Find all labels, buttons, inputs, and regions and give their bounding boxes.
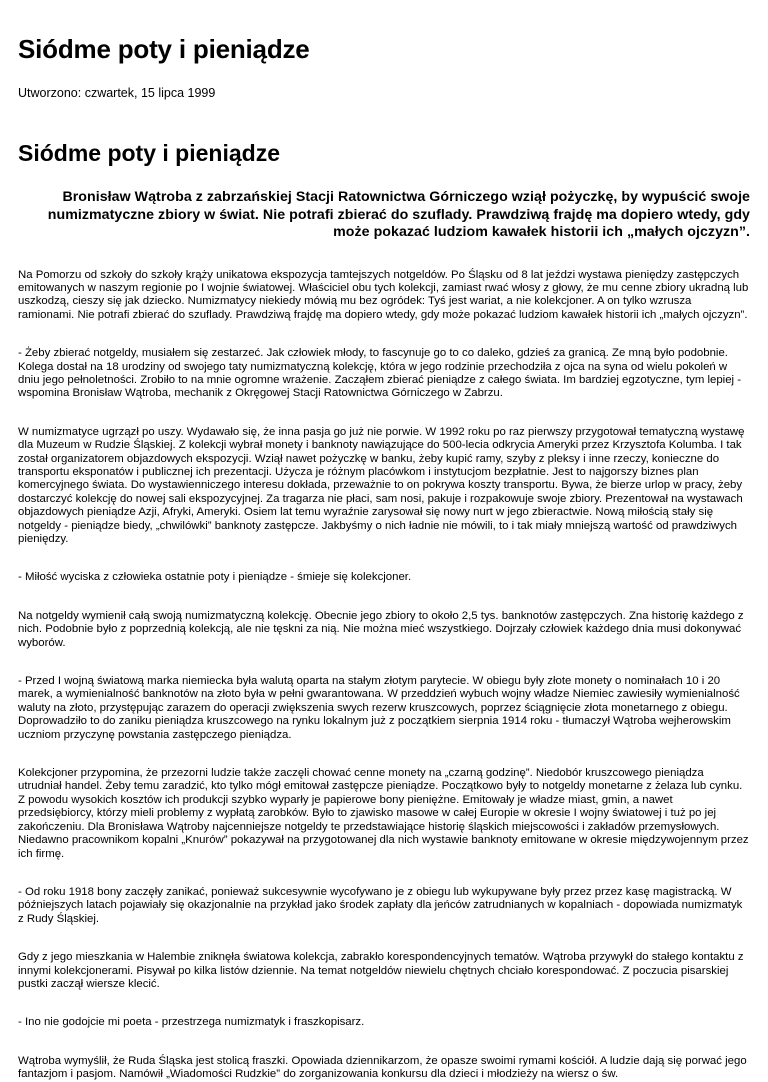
- paragraph: Gdy z jego mieszkania w Halembie zniknęła światowa kolekcja, zabrakło korespondencyjnych tematów. Wątroba przywykł do stałego kontaktu z innymi kolekcjonerami. Pisywał po kilka listów dziennie. Na temat notgeldów niewielu chętnych chciało korespondować. Z poczucia pisarskiej pustki zaczął wiersze klecić.: [18, 951, 744, 990]
- paragraph: Na notgeldy wymienił całą swoją numizmatyczną kolekcję. Obecnie jego zbiory to około 2,5 tys. banknotów zastępczych. Zna historię każdego z nich. Podobnie było z poprzednią kolekcją, ale nie tęskni za nią. Nie można mieć wszystkiego. Dojrzały człowiek każdego dnia musi dokonywać wyborów.: [18, 609, 744, 649]
- paragraph: Kolekcjoner przypomina, że przezorni ludzie także zaczęli chować cenne monety na „czarną godzinę”. Niedobór kruszcowego pieniądza utrudniał handel. Żeby temu zaradzić, kto tylko mógł emitował zastępcze pieniądze. Początkowo były to notgeldy monetarne z żelaza lub cynku. Z powodu wysokich kosztów ich produkcji szybko wyparły je papierowe bony pieniężne. Emitowały je władze miast, gmin, a nawet przedsiębiorcy, którzy mieli problemy z wypłatą zarobków. Było to zjawisko masowe w całej Europie w okresie I wojny światowej i tuż po jej zakończeniu. Dla Bronisława Wątroby najcenniejsze notgeldy te przedstawiające historię śląskich miejscowości i zakładów przemysłowych. Niedawno pracownikom kopalni „Knurów” pokazywał na przygotowanej dla nich wystawie banknoty emitowane w okresie międzywojennym przez ich firmę.: [18, 767, 749, 860]
- paragraph: - Żeby zbierać notgeldy, musiałem się zestarzeć. Jak człowiek młody, to fascynuje go to co daleko, gdzieś za granicą. Ze mną było podobnie. Kolega dostał na 18 urodziny od swojego taty numizmatyczną kolekcję, która w jego rodzinie przechodziła z ojca na syna od wielu pokoleń w dniu jego pełnoletności. Zrobiło to na mnie ogromne wrażenie. Zacząłem zbierać pieniądze z całego świata. Im bardziej egzotyczne, tym lepiej - wspomina Bronisław Wątroba, mechanik z Okręgowej Stacji Ratownictwa Górniczego w Zabrzu.: [18, 347, 742, 400]
- paragraph: Na Pomorzu od szkoły do szkoły krąży unikatowa ekspozycja tamtejszych notgeldów. Po Śląsku od 8 lat jeździ wystawa pieniędzy zastępczych emitowanych w naszym regionie po I wojnie światowej. Właściciel obu tych kolekcji, zamiast rwać włosy z głowy, że mu cenne zbiory ukradną lub uszkodzą, cieszy się jak dziecko. Numizmatycy niekiedy mówią mu bez ogródek: Tyś jest wariat, a nie kolekcjoner. A on tylko wzrusza ramionami. Nie potrafi zbierać do szuflady. Prawdziwą frajdę ma dopiero wtedy, gdy może pokazać ludziom kawałek historii ich „małych ojczyzn”.: [18, 268, 749, 321]
- paragraph: - Przed I wojną światową marka niemiecka była walutą oparta na stałym złotym parytecie. W obiegu były złote monety o nominałach 10 i 20 marek, a wymienialność banknotów na złoto była w pełni gwarantowana. W przeddzień wybuch wojny władze Niemiec zawiesiły wymienialność waluty na złoto, przystępując zarazem do operacji zwiększenia swych rezerw kruszcowych, poprzez ściągnięcie złota monetarnego z obiegu. Doprowadziło to do zaniku pieniądza kruszcowego na rynku lokalnym już z początkiem sierpnia 1914 roku - tłumaczył Wątroba wejherowskim uczniom przyczynę powstania zastępczego pieniądza.: [18, 675, 740, 741]
- page-title: Siódme poty i pieniądze: [18, 34, 310, 64]
- paragraph: W numizmatyce ugrzązł po uszy. Wydawało się, że inna pasja go już nie porwie. W 1992 roku po raz pierwszy przygotował tematyczną wystawę dla Muzeum w Rudzie Śląskiej. Z kolekcji wybrał monety i banknoty nawiązujące do 500-lecia odkrycia Ameryki przez Krzysztofa Kolumba. I tak został organizatorem objazdowych ekspozycji. Wziął nawet pożyczkę w banku, żeby kupić ramy, szyby z pleksy i inne rzeczy, konieczne do transportu eksponatów i publicznej ich prezentacji. Użycza je różnym placówkom i instytucjom bezpłatnie. Jest to najgorszy biznes plan komercyjnego świata. Do wystawienniczego interesu dokłada, przeważnie to on pokrywa koszty transportu. Bywa, że bierze urlop w pracy, żeby dostarczyć kolekcję do nowej sali ekspozycyjnej. Za tragarza nie płaci, sam nosi, pakuje i rozpakowuje swoje zbiory. Prezentował na wystawach objazdowych pieniądze Azji, Afryki, Ameryki. Osiem lat temu wyraźnie zarysował się nowy nurt w jego zbieractwie. Nową miłością stały się notgeldy - pieniądze biedy, „chwilówki” banknoty zastępcze. Jakbyśmy o nich ładnie nie mówili, to i tak miały mniejszą wartość od prawdziwych pieniędzy.: [18, 425, 745, 545]
- paragraph: - Od roku 1918 bony zaczęły zanikać, ponieważ sukcesywnie wycofywano je z obiegu lub wykupywane były przez przez kasę magistracką. W późniejszych latach pojawiały się okazjonalnie na przykład jako środek zapłaty dla jeńców zatrudnianych w kopalniach - dopowiada numizmatyk z Rudy Śląskiej.: [18, 885, 743, 925]
- section-title: Siódme poty i pieniądze: [18, 140, 280, 166]
- article-lead: Bronisław Wątroba z zabrzańskiej Stacji Ratownictwa Górniczego wziął pożyczkę, by wypuścić swoje numizmatyczne zbiory w świat. Nie potrafi zbierać do szuflady. Prawdziwą frajdę ma dopiero wtedy, gdy może pokazać ludziom kawałek historii ich „małych ojczyzn”.: [47, 189, 750, 240]
- paragraph: - Miłość wyciska z człowieka ostatnie poty i pieniądze - śmieje się kolekcjoner.: [18, 571, 412, 584]
- paragraph: - Ino nie godojcie mi poeta - przestrzega numizmatyk i fraszkopisarz.: [18, 1016, 365, 1029]
- created-date: Utworzono: czwartek, 15 lipca 1999: [18, 86, 216, 100]
- paragraph: Wątroba wymyślił, że Ruda Śląska jest stolicą fraszki. Opowiada dziennikarzom, że opasze swoimi rymami kościół. A ludzie dają się porwać jego fantazjom i pasjom. Namówił „Wiadomości Rudzkie” do zorganizowania konkursu dla dzieci i młodzieży na wiersz o św.: [18, 1054, 747, 1081]
